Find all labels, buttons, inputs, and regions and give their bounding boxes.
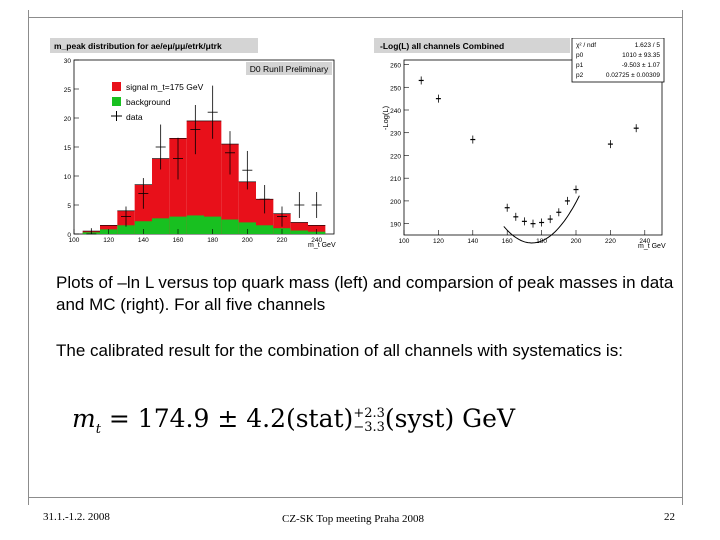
left-x-tick-label: 140 (137, 237, 149, 244)
left-x-tick-label: 240 (311, 237, 323, 244)
background-bar (152, 218, 169, 234)
left-y-tick-label: 10 (63, 174, 71, 181)
legend-background-swatch (112, 97, 121, 106)
left-y-tick-label: 0 (67, 232, 71, 239)
left-x-tick-label: 120 (103, 237, 115, 244)
footer-page-number: 22 (664, 511, 675, 523)
result-formula (72, 404, 515, 437)
background-bar (256, 225, 273, 234)
formula-syst-errors (353, 407, 385, 435)
left-x-tick-label: 200 (241, 237, 253, 244)
right-y-tick-label: 220 (390, 153, 401, 161)
legend-background-label: background (126, 97, 171, 107)
left-y-tick-label: 25 (63, 87, 71, 94)
right-x-tick-label: 120 (432, 238, 444, 245)
caption-result: The calibrated result for the combination of all channels with systematics is: (56, 341, 623, 360)
right-x-label: m_t GeV (638, 243, 666, 250)
right-y-tick-label: 250 (390, 85, 401, 93)
formula-syst-minus: −3.3 (353, 419, 385, 435)
fit-stat-value: 1.623 / 5 (634, 42, 660, 49)
right-x-tick-label: 140 (467, 238, 479, 245)
fit-stat-value: 1010 ± 93.35 (622, 52, 660, 59)
fit-stat-label: p2 (576, 72, 584, 79)
left-x-tick-label: 160 (172, 237, 184, 244)
left-y-tick-label: 20 (63, 116, 71, 123)
left-plot (50, 38, 358, 250)
right-x-tick-label: 100 (398, 238, 410, 245)
right-y-label: -Log(L) (381, 105, 390, 131)
right-x-tick-label: 200 (570, 238, 582, 245)
left-x-label: m_t GeV (308, 242, 336, 249)
right-plot-title: -Log(L) all channels Combined (380, 41, 505, 51)
footer-meeting: CZ-SK Top meeting Praha 2008 (282, 513, 425, 525)
frame-top-line (28, 17, 683, 18)
left-plot-svg (50, 38, 358, 250)
right-y-tick-label: 260 (390, 62, 401, 70)
formula-syst-plus: +2.3 (353, 405, 385, 421)
left-y-tick-label: 15 (63, 145, 71, 152)
fit-stat-label: χ² / ndf (576, 42, 597, 49)
legend-signal-label: signal m_t=175 GeV (126, 82, 204, 92)
right-x-tick-label: 240 (639, 238, 651, 245)
right-y-tick-label: 200 (390, 198, 401, 206)
right-y-tick-label: 230 (390, 130, 401, 138)
formula-rest: (syst) GeV (384, 404, 515, 433)
left-y-tick-label: 30 (63, 58, 71, 65)
legend-data-label: data (126, 112, 143, 122)
right-y-tick-label: 190 (390, 221, 401, 229)
right-x-tick-label: 180 (536, 238, 548, 245)
formula-value: = 174.9 ± 4.2(stat) (108, 404, 354, 433)
legend-signal-swatch (112, 82, 121, 91)
right-plot (374, 38, 674, 250)
background-bar (291, 231, 308, 234)
background-bar (187, 215, 204, 234)
right-plot-svg (374, 38, 674, 250)
formula-lhs-sub: t (95, 422, 101, 437)
fit-stat-value: 0.02725 ± 0.00309 (605, 72, 660, 79)
left-plot-title: m_peak distribution for ae/eμ/μμ/etrk/μtrk (54, 41, 222, 51)
formula-lhs: m (72, 404, 96, 433)
left-y-tick-label: 5 (67, 203, 71, 210)
left-x-tick-label: 100 (68, 237, 80, 244)
fit-stat-label: p1 (576, 62, 584, 69)
left-x-tick-label: 220 (276, 237, 288, 244)
left-annotation: D0 RunII Preliminary (249, 64, 329, 74)
fit-stat-label: p0 (576, 52, 584, 59)
left-x-tick-label: 180 (207, 237, 219, 244)
caption-plots: Plots of –ln L versus top quark mass (left) and comparsion of peak masses in data and MC (right). For all five channels (56, 273, 674, 314)
right-x-tick-label: 160 (501, 238, 513, 245)
frame-right-line (682, 10, 683, 505)
right-y-tick-label: 240 (390, 108, 401, 115)
right-plot-frame (404, 60, 662, 235)
frame-bottom-line (28, 497, 683, 498)
frame-left-line (28, 10, 29, 505)
right-y-tick-label: 210 (390, 176, 401, 184)
footer-date: 31.1.-1.2. 2008 (43, 511, 110, 523)
right-x-tick-label: 220 (604, 238, 616, 245)
background-bar (221, 220, 238, 235)
fit-stat-value: -9.503 ± 1.07 (621, 62, 660, 69)
